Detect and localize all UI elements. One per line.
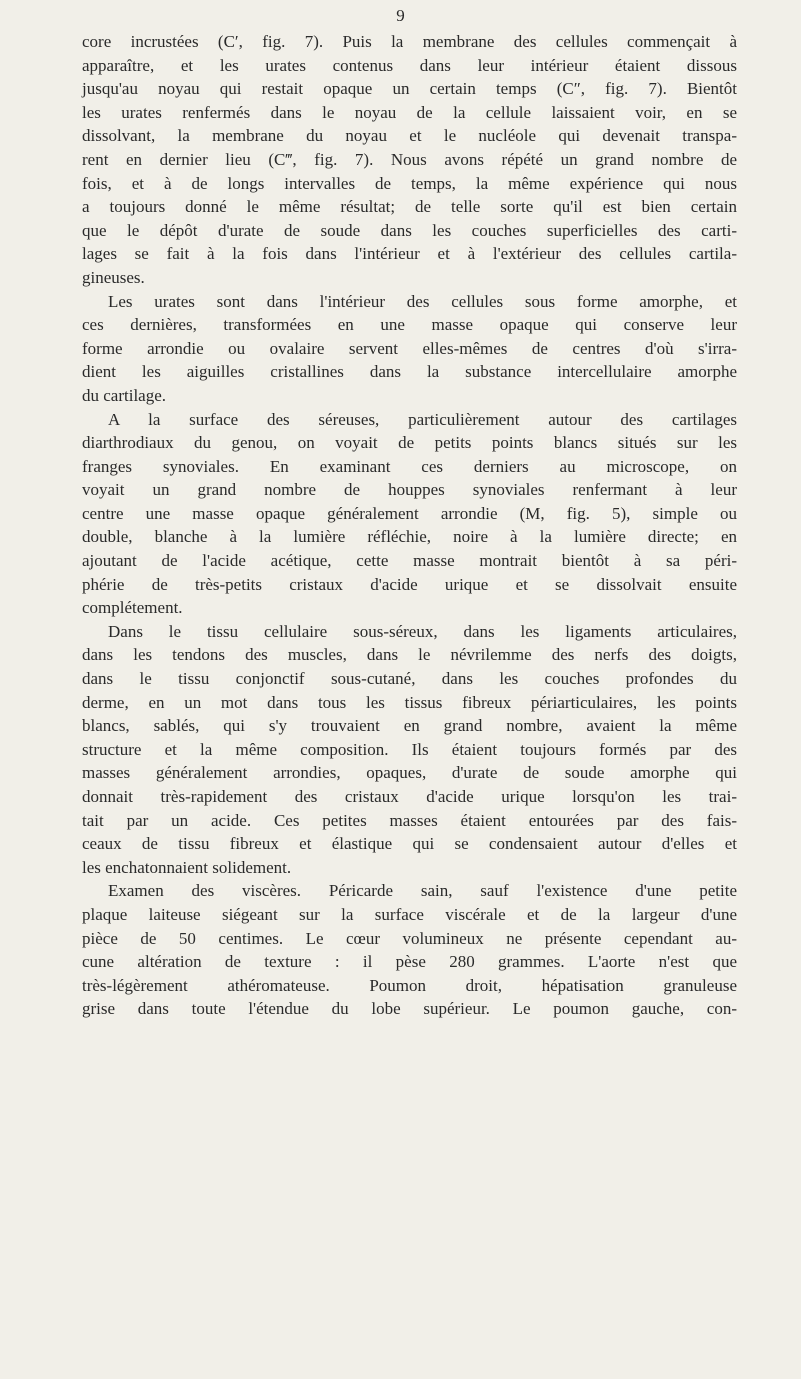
text-line: rent en dernier lieu (C‴, fig. 7). Nous avons répété un grand nombre de	[82, 149, 737, 169]
text-line: dans le tissu conjonctif sous-cutané, dans les couches profondes du	[82, 669, 737, 689]
text-line: les enchatonnaient solidement.	[82, 857, 292, 877]
text-line: pièce de 50 centimes. Le cœur volumineux ne présente cependant au-	[82, 928, 737, 948]
text-line: Examen des viscères. Péricarde sain, sauf l'existence d'une petite	[108, 881, 737, 901]
text-line: voyait un grand nombre de houppes synoviales renfermant à leur	[82, 480, 737, 500]
page-body	[82, 30, 737, 1021]
text-line: Dans le tissu cellulaire sous-séreux, dans les ligaments articulaires,	[108, 621, 737, 641]
text-line: ajoutant de l'acide acétique, cette masse montrait bientôt à sa péri-	[82, 551, 737, 571]
text-line: du cartilage.	[82, 385, 167, 405]
text-line: les urates renfermés dans le noyau de la cellule laissaient voir, en se	[82, 102, 737, 122]
text-line: complétement.	[82, 598, 183, 618]
text-line: Les urates sont dans l'intérieur des cellules sous forme amorphe, et	[108, 291, 737, 311]
text-line: cune altération de texture : il pèse 280 grammes. L'aorte n'est que	[82, 952, 737, 972]
page-number: 9	[396, 6, 405, 25]
text-line: gineuses.	[82, 267, 145, 287]
text-line: dissolvant, la membrane du noyau et le nucléole qui devenait transpa-	[82, 126, 737, 146]
text-line: dient les aiguilles cristallines dans la substance intercellulaire amorphe	[82, 362, 737, 382]
text-line: que le dépôt d'urate de soude dans les couches superficielles des carti-	[82, 220, 737, 240]
text-line: tait par un acide. Ces petites masses étaient entourées par des fais-	[82, 810, 737, 830]
paragraph	[82, 879, 737, 1021]
text-line: grise dans toute l'étendue du lobe supérieur. Le poumon gauche, con-	[82, 999, 737, 1019]
text-line: franges synoviales. En examinant ces derniers au microscope, on	[82, 456, 737, 476]
text-line: fois, et à de longs intervalles de temps, la même expérience qui nous	[82, 173, 737, 193]
text-line: dans les tendons des muscles, dans le névrilemme des nerfs des doigts,	[82, 645, 737, 665]
text-line: ceaux de tissu fibreux et élastique qui se condensaient autour d'elles et	[82, 834, 737, 854]
paragraph	[82, 30, 737, 290]
text-line: masses généralement arrondies, opaques, d'urate de soude amorphe qui	[82, 763, 737, 783]
text-line: centre une masse opaque généralement arrondie (M, fig. 5), simple ou	[82, 503, 737, 523]
text-line: double, blanche à la lumière réfléchie, noire à la lumière directe; en	[82, 527, 737, 547]
text-line: apparaître, et les urates contenus dans leur intérieur étaient dissous	[82, 55, 737, 75]
text-line: forme arrondie ou ovalaire servent elles-mêmes de centres d'où s'irra-	[82, 338, 737, 358]
text-line: diarthrodiaux du genou, on voyait de petits points blancs situés sur les	[82, 433, 737, 453]
text-line: a toujours donné le même résultat; de telle sorte qu'il est bien certain	[82, 197, 737, 217]
paragraph	[82, 290, 737, 408]
text-line: derme, en un mot dans tous les tissus fibreux périarticulaires, les points	[82, 692, 737, 712]
text-line: ces dernières, transformées en une masse opaque qui conserve leur	[82, 315, 737, 335]
text-line: donnait très-rapidement des cristaux d'acide urique lorsqu'on les trai-	[82, 787, 737, 806]
paragraph	[82, 620, 737, 880]
text-line: core incrustées (C′, fig. 7). Puis la membrane des cellules commençait à	[82, 32, 737, 51]
paragraph	[82, 408, 737, 620]
text-line: très-légèrement athéromateuse. Poumon droit, hépatisation granuleuse	[82, 975, 737, 995]
text-line: lages se fait à la fois dans l'intérieur et à l'extérieur des cellules cartila-	[82, 244, 737, 264]
text-line: jusqu'au noyau qui restait opaque un certain temps (C″, fig. 7). Bientôt	[82, 79, 737, 99]
text-line: structure et la même composition. Ils étaient toujours formés par des	[82, 739, 737, 759]
text-line: blancs, sablés, qui s'y trouvaient en grand nombre, avaient la même	[82, 716, 737, 736]
text-line: A la surface des séreuses, particulièrement autour des cartilages	[108, 409, 737, 429]
text-line: plaque laiteuse siégeant sur la surface viscérale et de la largeur d'une	[82, 904, 737, 924]
text-line: phérie de très-petits cristaux d'acide urique et se dissolvait ensuite	[82, 574, 737, 594]
